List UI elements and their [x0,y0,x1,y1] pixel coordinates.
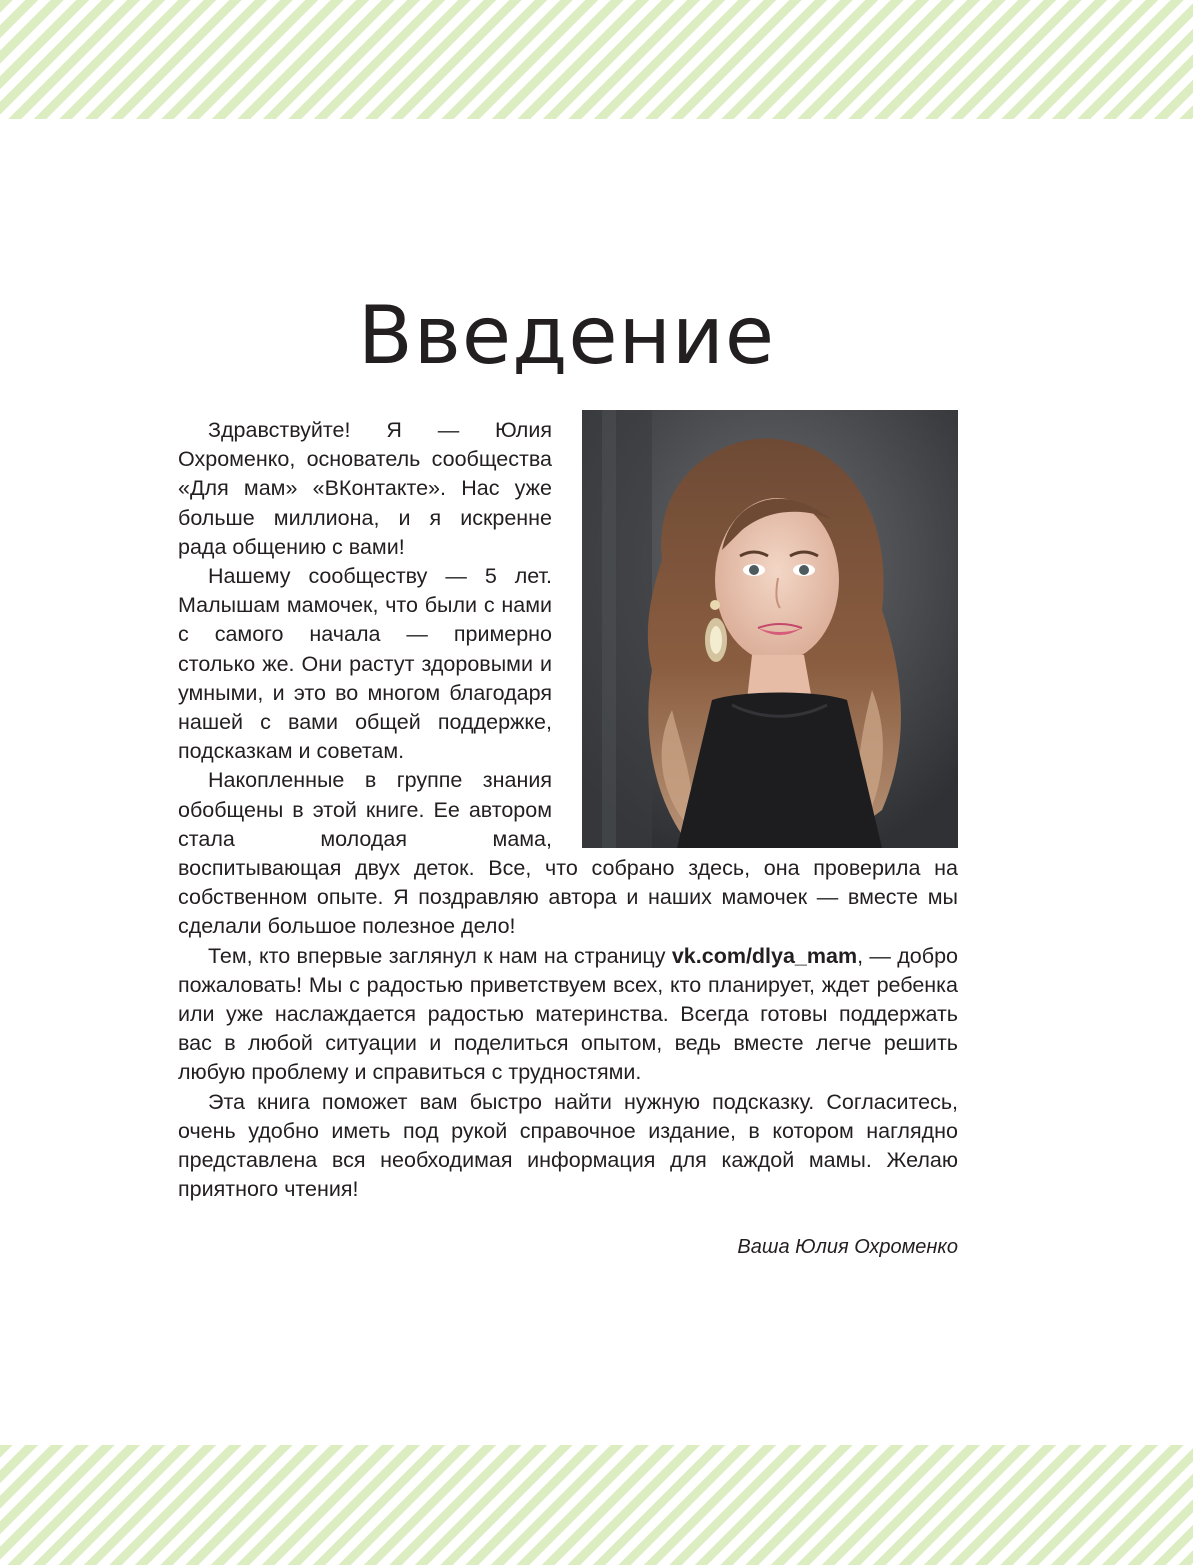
top-decorative-stripes [0,0,1193,119]
author-photo [582,410,958,848]
author-portrait-illustration [582,410,958,848]
paragraph-1: Здравствуйте! Я — Юлия Охроменко, основатель сообщества «Для мам» «ВКонтакте». Нас уже больше миллиона, и я искренне рада общению с вами! [178,418,552,559]
bottom-decorative-stripes [0,1445,1193,1565]
paragraph-3: Накопленные в группе знания обобщены в этой книге. Ее автором стала молодая мама, воспитывающая двух деток. Все, что собрано здесь, она проверила на собственном опыте. Я поздравляю автора и наших мамочек — вместе мы сделали большое полезное дело! [178,768,958,939]
author-signature: Ваша Юлия Охроменко [737,1236,958,1258]
paragraph-4-text-start: Тем, кто впервые заглянул к нам на страницу [208,943,672,968]
vk-community-link[interactable]: vk.com/dlya_mam [671,943,858,968]
paragraph-2: Нашему сообществу — 5 лет. Малышам мамочек, что были с нами с самого начала — примерно столько же. Они растут здоровыми и умными, и это во многом благодаря нашей с вами общей поддержке, подсказкам и советам. [178,564,552,764]
page-title: Введение [357,289,776,382]
paragraph-5: Эта книга поможет вам быстро найти нужную подсказку. Согласитесь, очень удобно иметь под рукой справочное издание, в котором наглядно представлена вся необходимая информация для каждой мамы. Желаю приятного чтения! [178,1089,958,1202]
intro-text [178,416,958,1204]
paragraph-4-text-end: , — добро пожаловать! Мы с радостью приветствуем всех, кто планирует, ждет ребенка или уже наслаждается радостью материнства. Всегда готовы поддержать вас в любой ситуации и поделиться опытом, ведь вместе легче решить любую проблему и справиться с трудностями. [178,943,958,1085]
paragraph-4 [178,942,958,1088]
